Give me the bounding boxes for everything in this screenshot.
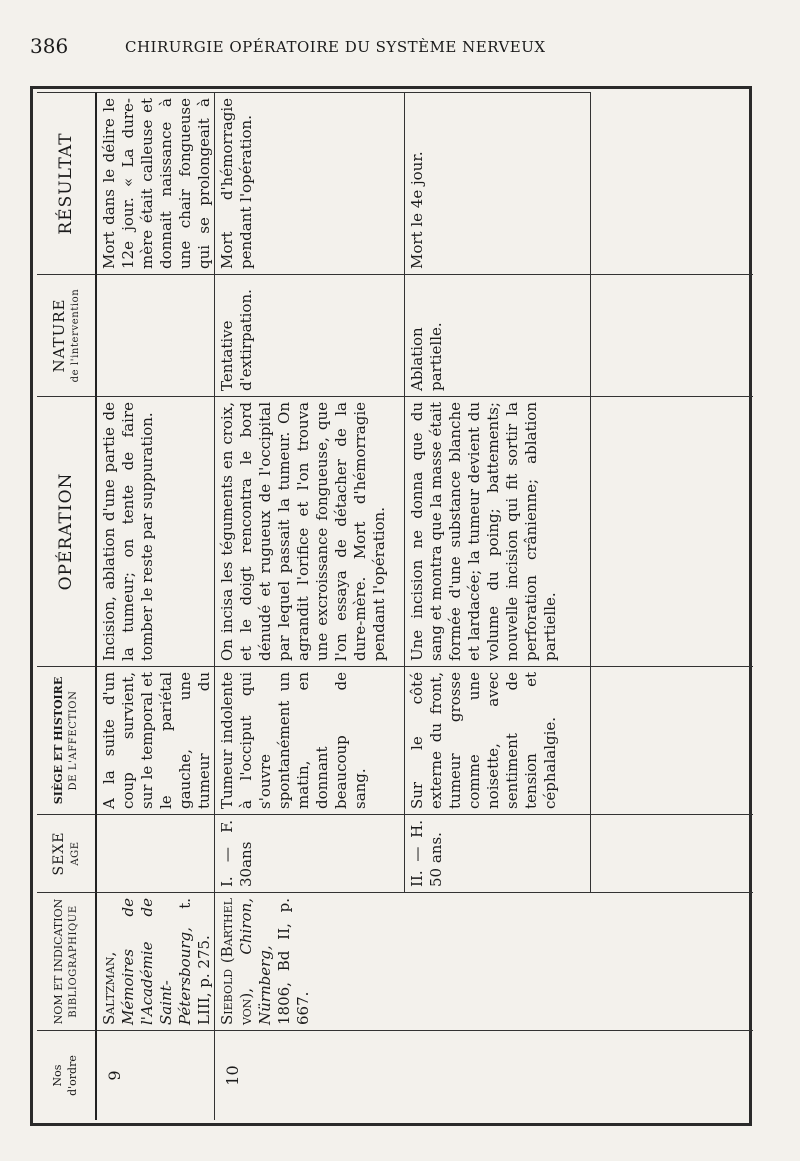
row-10-site: Tumeur indolente à l'occiput qui s'ouvre spontanément un matin, en donnant beaucoup de sang.: [215, 666, 405, 814]
header-operation: OPÉRATION: [37, 396, 97, 666]
row-9-result: Mort dans le délire le 12e jour. « La dure-mère était calleuse et donnait naissance à une chair fongueuse qui se prolongeait à: [97, 92, 215, 274]
row-9-site: A la suite d'un coup survient, sur le temporal et le pariétal gauche, une tumeur du: [97, 666, 215, 814]
left-rule: [30, 86, 33, 1126]
filler: [591, 1030, 753, 1120]
row-10-result: Mort d'hémorragie pendant l'opération.: [215, 92, 405, 274]
row-10-num: 10: [215, 1030, 405, 1120]
header-nature: NATURE de l'intervention: [37, 274, 97, 396]
header-sex: SEXE AGE: [37, 814, 97, 892]
header-site: SIÈGE ET HISTOIRE DE L'AFFECTION: [37, 666, 97, 814]
top-rule: [30, 86, 752, 89]
row-10-sex-age: I. — F. 30ans: [215, 814, 405, 892]
row-10b-name: [405, 892, 591, 1030]
filler: [591, 814, 753, 892]
row-10-nature: Tentative d'extirpation.: [215, 274, 405, 396]
header-name: NOM ET INDICATION BIBLIOGRAPHIQUE: [37, 892, 97, 1030]
page-number: 386: [30, 34, 69, 58]
row-10b-num: [405, 1030, 591, 1120]
filler: [591, 92, 753, 274]
row-9-name: Saltzman, Mémoires de l'Académie de Saint-Pétersbourg, t. LIII, p. 275.: [97, 892, 215, 1030]
row-9-operation: Incision, ablation d'une partie de la tumeur; on tente de faire tomber le reste par suppuration.: [97, 396, 215, 666]
row-10-operation: On incisa les téguments en croix, et le doigt rencontra le bord dénudé et rugueux de l'occipital par lequel passait la tumeur. On agrandit l'orifice et l'on trouva une excroissance fongueuse, que l'on essaya de détacher de la dure-mère. Mort d'hémorragie pendant l'opération.: [215, 396, 405, 666]
rotated-table: [37, 92, 753, 1120]
filler: [591, 892, 753, 1030]
bottom-rule: [30, 1123, 752, 1126]
header-result: RÉSULTAT: [37, 92, 97, 274]
filler: [591, 666, 753, 814]
filler: [591, 396, 753, 666]
row-9-sex-age: [97, 814, 215, 892]
row-10b-site: Sur le côté externe du front, tumeur grosse comme une noisette, avec sentiment de tension et céphalalgie.: [405, 666, 591, 814]
header-num: Nos d'ordre: [37, 1030, 97, 1120]
row-9-num: 9: [97, 1030, 215, 1120]
row-10b-sex-age: II. — H. 50 ans.: [405, 814, 591, 892]
filler: [591, 274, 753, 396]
row-10b-operation: Une incision ne donna que du sang et montra que la masse était formée d'une substance blanche et lardacée; la tumeur devient du volume du poing; battements; nouvelle incision qui fit sortir la perforation crânienne; ablation partielle.: [405, 396, 591, 666]
row-9-nature: [97, 274, 215, 396]
row-10-name: Siebold (Barthel von), Chiron, Nürnberg, 1806, Bd II, p. 667.: [215, 892, 405, 1030]
running-head: CHIRURGIE OPÉRATOIRE DU SYSTÈME NERVEUX: [125, 38, 546, 56]
row-10b-nature: Ablation partielle.: [405, 274, 591, 396]
row-10b-result: Mort le 4e jour.: [405, 92, 591, 274]
